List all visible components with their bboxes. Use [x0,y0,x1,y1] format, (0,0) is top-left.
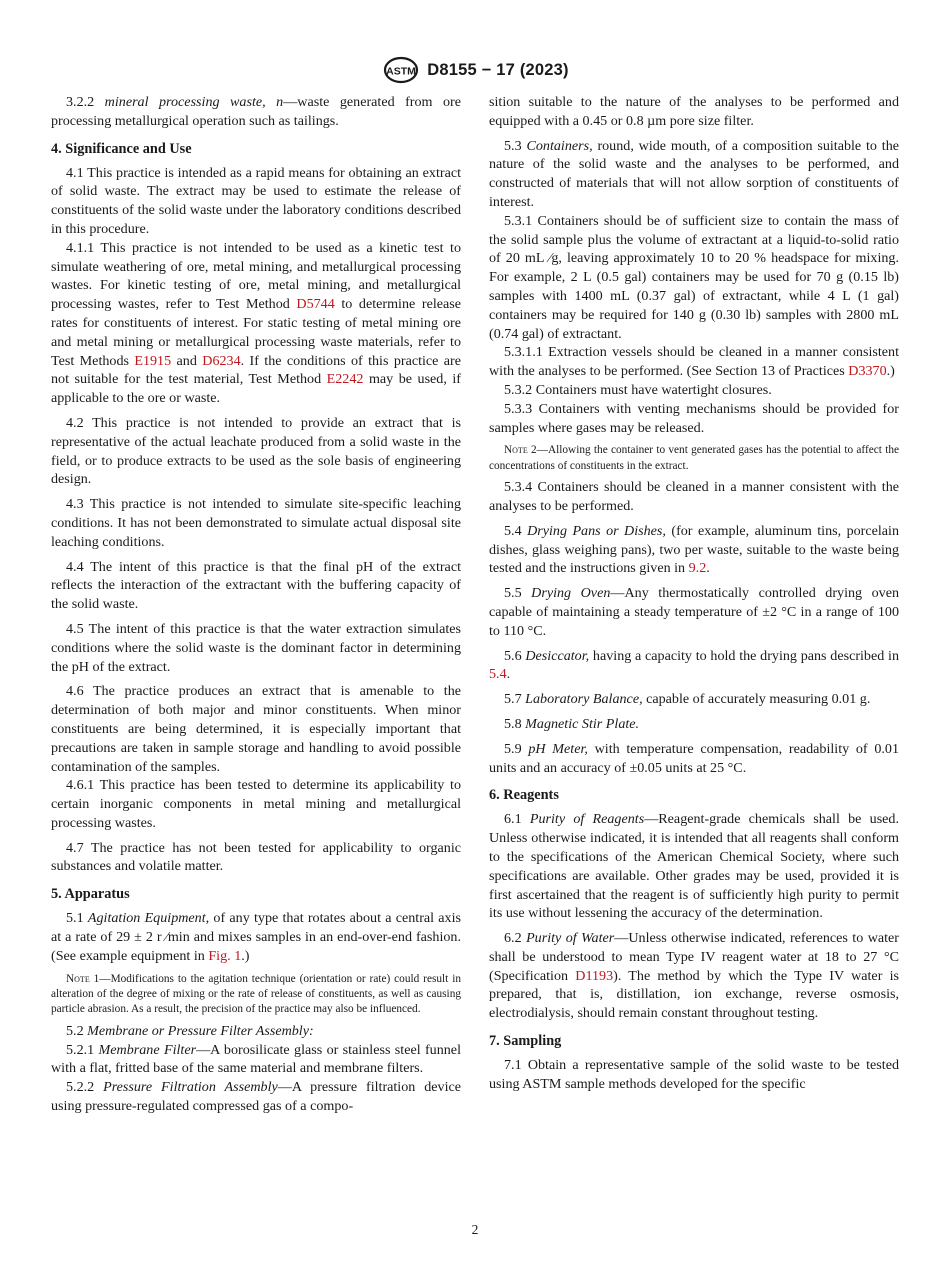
paragraph-4-1-1: 4.1.1 This practice is not intended to be used as a kinetic test to simulate weathering of ore, metal mining, and metallurgical processing wastes. For kinetic testing of ore, metal mining, and metallurgical processing wastes, refer to Test Method D5744 to determine release rates for constituents of interest. For static testing of metal mining ore and metal mining or metallurgical processing waste materials, refer to Test Methods E1915 and D6234. If the conditions of this practice are not suitable for the test material, Test Method E2242 may be used, if applicable to the ore or waste. [51,239,462,407]
paragraph-3-2-2: 3.2.2 mineral processing waste, n—waste generated from ore processing metallurgical operation such as tailings. [51,94,461,129]
page-header [0,56,950,84]
paragraph-5-8: 5.8 Magnetic Stir Plate. [504,715,640,732]
paragraph-4-5: 4.5 The intent of this practice is that the water extraction simulates conditions where the solid waste is the dominant factor in determining the pH of the extract. [51,620,461,675]
paragraph-4-2: 4.2 This practice is not intended to provide an extract that is representative of the actual leachate produced from a solid waste in the field, or to produce extracts to be used as the sole basis of engineering design. [51,414,461,488]
ref-link-d3370[interactable]: D3370 [848,363,887,380]
paragraph-5-3-3: 5.3.3 Containers with venting mechanisms should be provided for samples where gases may be released. [489,400,899,436]
paragraph-5-2-2: 5.2.2 Pressure Filtration Assembly—A pressure filtration device using pressure-regulated compressed gas of a compo- [51,1079,461,1115]
paragraph-5-3-2: 5.3.2 Containers must have watertight closures. [504,381,772,398]
paragraph-5-9: 5.9 pH Meter, with temperature compensation, readability of 0.01 units and an accuracy of ±0.05 units at 25 °C. [489,740,899,776]
paragraph-5-2-1: 5.2.1 Membrane Filter—A borosilicate glass or stainless steel funnel with a flat, fritted base of the same material and membrane filters. [51,1041,461,1077]
paragraph-5-4: 5.4 Drying Pans or Dishes, (for example, aluminum tins, porcelain dishes, glass weighing pans), two per waste, suitable to the waste being tested and the instructions given in 9.2. [489,522,899,577]
ref-link-9-2[interactable]: 9.2 [688,560,707,577]
left-column [51,93,461,1116]
paragraph-5-7: 5.7 Laboratory Balance, capable of accurately measuring 0.01 g. [504,691,871,708]
paragraph-4-6: 4.6 The practice produces an extract that is amenable to the determination of both major and minor constituents. When minor constituents are being determined, it is especially important that precautions are taken in sample storage and handling to avoid possible contamination of the samples. [51,683,461,775]
paragraph-5-3: 5.3 Containers, round, wide mouth, of a composition suitable to the nature of the solid waste and the analyses to be performed, and constructed of materials that will not allow sorption of constituents of interest. [489,137,899,210]
section-heading-4: 4. Significance and Use [51,140,192,157]
ref-link-fig-1[interactable]: Fig. 1 [208,947,242,964]
ref-link-5-4[interactable]: 5.4 [489,666,507,683]
logo-text: ASTM [386,65,417,78]
note-2: Note 2—Allowing the container to vent generated gases has the potential to affect the concentrations of constituents in the extract. [489,444,900,472]
paragraph-5-3-1-1: 5.3.1.1 Extraction vessels should be cleaned in a manner consistent with the analyses to be performed. (See Section 13 of Practices D3370.) [489,344,899,380]
document-id: D8155 − 17 (2023) [427,60,569,79]
paragraph-4-1: 4.1 This practice is intended as a rapid means for obtaining an extract of solid waste. The extract may be used to estimate the release of constituents of the solid waste under the laboratory conditions described in this procedure. [51,164,461,237]
ref-link-d6234[interactable]: D6234 [202,352,241,369]
paragraph-5-2: 5.2 Membrane or Pressure Filter Assembly: [66,1022,314,1039]
ref-link-d1193[interactable]: D1193 [575,967,614,984]
ref-link-d5744[interactable]: D5744 [296,296,335,313]
section-heading-7: 7. Sampling [489,1033,562,1050]
paragraph-5-5: 5.5 Drying Oven—Any thermostatically controlled drying oven capable of maintaining a steady temperature of ±2 °C in a range of 100 to 110 °C. [489,585,900,639]
section-heading-6: 6. Reagents [489,787,559,804]
paragraph-7-1: 7.1 Obtain a representative sample of the solid waste to be tested using ASTM sample methods developed for the specific [489,1057,899,1092]
astm-logo-icon [381,56,421,84]
right-column [489,93,899,1094]
ref-link-e1915[interactable]: E1915 [134,352,172,369]
paragraph-5-2-2-continued: sition suitable to the nature of the analyses to be performed and equipped with a 0.45 or 0.8 µm pore size filter. [489,94,899,129]
paragraph-4-4: 4.4 The intent of this practice is that the final pH of the extract reflects the interaction of the extractant with the buffering capacity of the solid waste. [51,558,461,613]
paragraph-6-1: 6.1 Purity of Reagents—Reagent-grade chemicals shall be used. Unless otherwise indicated, it is intended that all reagents shall conform to the specifications of the American Chemical Society, where such specifications are available. Other grades may be used, provided it is first ascertained that the reagent is of sufficiently high purity to permit its use without lessening the accuracy of the determination. [489,811,899,922]
paragraph-5-6: 5.6 Desiccator, having a capacity to hold the drying pans described in 5.4. [489,647,899,683]
paragraph-4-3: 4.3 This practice is not intended to simulate site-specific leaching conditions. It has not been demonstrated to simulate actual disposal site leaching conditions. [51,496,461,550]
paragraph-6-2: 6.2 Purity of Water—Unless otherwise indicated, references to water shall be understood to mean Type IV reagent water at 18 to 27 °C (Specification D1193). The method by which the Type IV water is prepared, that is, distillation, ion exchange, reverse osmosis, electrodialysis, should remain constant throughout testing. [489,930,900,1022]
paragraph-4-6-1: 4.6.1 This practice has been tested to determine its applicability to certain inorganic components in metal mining and metallurgical processing wastes. [51,777,461,831]
page-number: 2 [471,1222,479,1237]
paragraph-4-7: 4.7 The practice has not been tested for applicability to organic substances and volatile matter. [51,839,461,875]
paragraph-5-3-4: 5.3.4 Containers should be cleaned in a manner consistent with the analyses to be performed. [489,479,899,514]
section-heading-5: 5. Apparatus [51,886,130,903]
paragraph-5-1: 5.1 Agitation Equipment, of any type that rotates about a central axis at a rate of 29 ± 2 r ⁄min and mixes samples in an end-over-end fashion. (See example equipment in Fig. 1.) [51,910,462,964]
paragraph-5-3-1: 5.3.1 Containers should be of sufficient size to contain the mass of the solid sample plus the volume of extractant at a liquid-to-solid ratio of 20 mL ⁄g, leaving approximately 10 to 20 % headspace for mixing. For example, 2 L (0.5 gal) containers may be used for 70 g (0.15 lb) samples with 1400 mL (0.37 gal) of extractant, while 4 L (1 gal) containers may be required for 140 g (0.30 lb) samples with 2800 mL (0.74 gal) of extractant. [489,212,899,342]
note-1: Note 1—Modifications to the agitation technique (orientation or rate) could result in alteration of the degree of mixing or the rate of release of constituents, as well as causing particle abrasion. As a result, the precision of the practice may also be influenced. [51,972,461,1016]
ref-link-e2242[interactable]: E2242 [326,371,364,388]
